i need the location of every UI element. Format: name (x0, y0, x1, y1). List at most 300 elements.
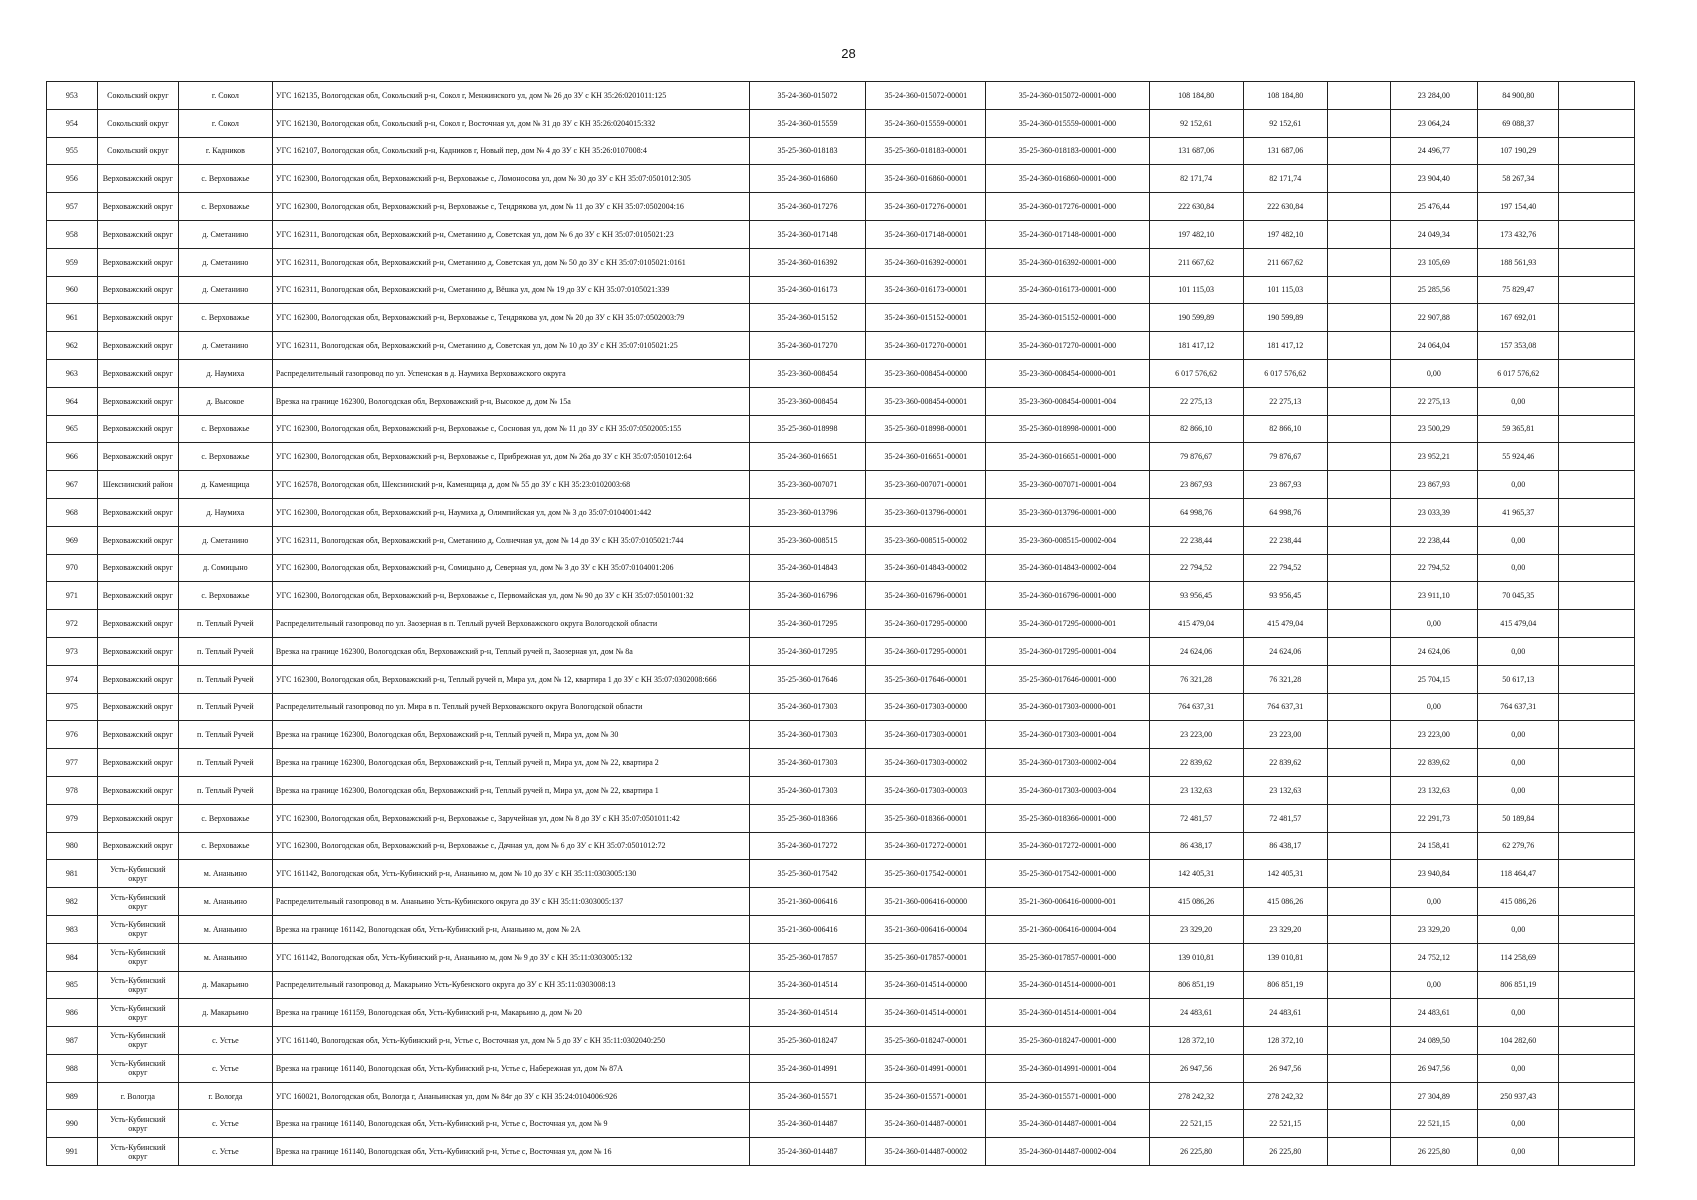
object-description-cell: Врезка на границе 161159, Вологодская обл, Усть-Кубинский р-н, Макарьино д, дом № 20 (272, 999, 749, 1027)
value-1-cell: 22 794,52 (1149, 554, 1243, 582)
district-cell: Верховажский округ (97, 387, 178, 415)
value-6-cell (1559, 610, 1635, 638)
table-row (47, 943, 1635, 971)
settlement-cell: с. Верховажье (178, 193, 272, 221)
sub-object-code-cell: 35-24-360-014487-00002 (866, 1138, 986, 1166)
object-description-cell: УГС 162300, Вологодская обл, Верховажский р-н, Верховажье с, Тендрякова ул, дом № 11 до ЗУ с КН 35:07:0502004:16 (272, 193, 749, 221)
value-2-cell: 101 115,03 (1243, 276, 1327, 304)
value-2-cell: 278 242,32 (1243, 1082, 1327, 1110)
value-4-cell: 25 704,15 (1390, 665, 1478, 693)
full-code-cell: 35-24-360-017295-00000-001 (986, 610, 1149, 638)
object-code-cell: 35-24-360-017272 (749, 832, 866, 860)
full-code-cell: 35-21-360-006416-00004-004 (986, 915, 1149, 943)
value-1-cell: 24 483,61 (1149, 999, 1243, 1027)
object-code-cell: 35-24-360-014514 (749, 971, 866, 999)
value-2-cell: 23 132,63 (1243, 776, 1327, 804)
value-2-cell: 24 483,61 (1243, 999, 1327, 1027)
table-row (47, 582, 1635, 610)
sub-object-code-cell: 35-25-360-017542-00001 (866, 860, 986, 888)
object-code-cell: 35-24-360-014991 (749, 1054, 866, 1082)
value-2-cell: 806 851,19 (1243, 971, 1327, 999)
row-number: 962 (47, 332, 98, 360)
value-6-cell (1559, 498, 1635, 526)
table-row (47, 1054, 1635, 1082)
object-code-cell: 35-24-360-017295 (749, 610, 866, 638)
object-code-cell: 35-24-360-014487 (749, 1138, 866, 1166)
value-4-cell: 26 225,80 (1390, 1138, 1478, 1166)
object-code-cell: 35-24-360-015571 (749, 1082, 866, 1110)
row-number: 988 (47, 1054, 98, 1082)
value-2-cell: 93 956,45 (1243, 582, 1327, 610)
district-cell: Сокольский округ (97, 137, 178, 165)
value-5-cell: 50 189,84 (1478, 804, 1559, 832)
row-number: 958 (47, 220, 98, 248)
value-5-cell: 0,00 (1478, 721, 1559, 749)
value-1-cell: 79 876,67 (1149, 443, 1243, 471)
full-code-cell: 35-23-360-008454-00001-004 (986, 387, 1149, 415)
value-6-cell (1559, 220, 1635, 248)
sub-object-code-cell: 35-24-360-015152-00001 (866, 304, 986, 332)
row-number: 974 (47, 665, 98, 693)
page-number: 28 (841, 46, 856, 61)
district-cell: Усть-Кубинский округ (97, 1054, 178, 1082)
object-description-cell: Врезка на границе 162300, Вологодская обл, Верховажский р-н, Теплый ручей п, Мира ул, дом № 22, квартира 2 (272, 749, 749, 777)
object-code-cell: 35-24-360-017295 (749, 637, 866, 665)
object-description-cell: УГС 162300, Вологодская обл, Верховажский р-н, Наумиха д, Олимпийская ул, дом № 3 до 35:07:0104001:442 (272, 498, 749, 526)
value-6-cell (1559, 248, 1635, 276)
value-4-cell: 23 329,20 (1390, 915, 1478, 943)
value-2-cell: 222 630,84 (1243, 193, 1327, 221)
value-4-cell: 23 064,24 (1390, 109, 1478, 137)
value-3-cell (1327, 526, 1390, 554)
value-5-cell: 107 190,29 (1478, 137, 1559, 165)
district-cell: Верховажский округ (97, 637, 178, 665)
table-row (47, 332, 1635, 360)
value-6-cell (1559, 109, 1635, 137)
value-1-cell: 806 851,19 (1149, 971, 1243, 999)
value-1-cell: 139 010,81 (1149, 943, 1243, 971)
district-cell: Верховажский округ (97, 582, 178, 610)
value-3-cell (1327, 554, 1390, 582)
value-6-cell (1559, 1027, 1635, 1055)
district-cell: Шекснинский район (97, 471, 178, 499)
settlement-cell: п. Теплый Ручей (178, 749, 272, 777)
row-number: 973 (47, 637, 98, 665)
value-2-cell: 142 405,31 (1243, 860, 1327, 888)
value-6-cell (1559, 1138, 1635, 1166)
sub-object-code-cell: 35-24-360-017303-00003 (866, 776, 986, 804)
sub-object-code-cell: 35-24-360-014991-00001 (866, 1054, 986, 1082)
full-code-cell: 35-25-360-017542-00001-000 (986, 860, 1149, 888)
value-4-cell: 24 064,04 (1390, 332, 1478, 360)
value-3-cell (1327, 498, 1390, 526)
value-2-cell: 26 225,80 (1243, 1138, 1327, 1166)
object-description-cell: Распределительный газопровод д. Макарьино Усть-Кубенского округа до ЗУ с КН 35:11:0303008:13 (272, 971, 749, 999)
row-number: 986 (47, 999, 98, 1027)
value-2-cell: 23 329,20 (1243, 915, 1327, 943)
value-6-cell (1559, 332, 1635, 360)
value-5-cell: 62 279,76 (1478, 832, 1559, 860)
value-3-cell (1327, 721, 1390, 749)
value-5-cell: 70 045,35 (1478, 582, 1559, 610)
value-3-cell (1327, 693, 1390, 721)
value-6-cell (1559, 637, 1635, 665)
value-4-cell: 24 483,61 (1390, 999, 1478, 1027)
sub-object-code-cell: 35-23-360-008454-00000 (866, 359, 986, 387)
full-code-cell: 35-25-360-018247-00001-000 (986, 1027, 1149, 1055)
object-code-cell: 35-24-360-014843 (749, 554, 866, 582)
value-5-cell: 0,00 (1478, 526, 1559, 554)
value-3-cell (1327, 637, 1390, 665)
object-code-cell: 35-24-360-016860 (749, 165, 866, 193)
value-3-cell (1327, 137, 1390, 165)
object-description-cell: Врезка на границе 162300, Вологодская обл, Верховажский р-н, Теплый ручей п, Мира ул, дом № 30 (272, 721, 749, 749)
row-number: 954 (47, 109, 98, 137)
table-row (47, 999, 1635, 1027)
value-3-cell (1327, 1027, 1390, 1055)
table-row (47, 610, 1635, 638)
value-3-cell (1327, 1054, 1390, 1082)
value-1-cell: 415 086,26 (1149, 888, 1243, 916)
value-6-cell (1559, 915, 1635, 943)
value-6-cell (1559, 554, 1635, 582)
table-row (47, 193, 1635, 221)
object-description-cell: Врезка на границе 162300, Вологодская обл, Верховажский р-н, Высокое д, дом № 15а (272, 387, 749, 415)
district-cell: Верховажский округ (97, 193, 178, 221)
value-1-cell: 86 438,17 (1149, 832, 1243, 860)
object-code-cell: 35-24-360-016796 (749, 582, 866, 610)
value-6-cell (1559, 1110, 1635, 1138)
sub-object-code-cell: 35-24-360-016173-00001 (866, 276, 986, 304)
value-2-cell: 190 599,89 (1243, 304, 1327, 332)
district-cell: Сокольский округ (97, 82, 178, 110)
table-row (47, 637, 1635, 665)
value-1-cell: 22 275,13 (1149, 387, 1243, 415)
object-code-cell: 35-24-360-016651 (749, 443, 866, 471)
sub-object-code-cell: 35-25-360-017857-00001 (866, 943, 986, 971)
district-cell: Верховажский округ (97, 610, 178, 638)
value-5-cell: 50 617,13 (1478, 665, 1559, 693)
sub-object-code-cell: 35-24-360-015571-00001 (866, 1082, 986, 1110)
value-5-cell: 104 282,60 (1478, 1027, 1559, 1055)
settlement-cell: д. Наумиха (178, 359, 272, 387)
sub-object-code-cell: 35-24-360-016651-00001 (866, 443, 986, 471)
sub-object-code-cell: 35-24-360-017303-00001 (866, 721, 986, 749)
value-4-cell: 22 521,15 (1390, 1110, 1478, 1138)
value-1-cell: 26 947,56 (1149, 1054, 1243, 1082)
district-cell: Усть-Кубинский округ (97, 915, 178, 943)
value-5-cell: 0,00 (1478, 1110, 1559, 1138)
object-code-cell: 35-24-360-017270 (749, 332, 866, 360)
row-number: 989 (47, 1082, 98, 1110)
district-cell: Усть-Кубинский округ (97, 860, 178, 888)
settlement-cell: с. Верховажье (178, 165, 272, 193)
value-3-cell (1327, 165, 1390, 193)
settlement-cell: д. Макарьино (178, 999, 272, 1027)
row-number: 963 (47, 359, 98, 387)
value-2-cell: 22 238,44 (1243, 526, 1327, 554)
value-6-cell (1559, 1082, 1635, 1110)
value-3-cell (1327, 943, 1390, 971)
value-3-cell (1327, 915, 1390, 943)
value-5-cell: 0,00 (1478, 1138, 1559, 1166)
table-row (47, 860, 1635, 888)
settlement-cell: г. Сокол (178, 82, 272, 110)
value-5-cell: 0,00 (1478, 637, 1559, 665)
table-row (47, 554, 1635, 582)
value-2-cell: 86 438,17 (1243, 832, 1327, 860)
value-2-cell: 72 481,57 (1243, 804, 1327, 832)
table-row (47, 776, 1635, 804)
value-3-cell (1327, 415, 1390, 443)
sub-object-code-cell: 35-24-360-017272-00001 (866, 832, 986, 860)
value-2-cell: 22 794,52 (1243, 554, 1327, 582)
district-cell: Верховажский округ (97, 804, 178, 832)
value-6-cell (1559, 888, 1635, 916)
table-row (47, 248, 1635, 276)
sub-object-code-cell: 35-24-360-017276-00001 (866, 193, 986, 221)
sub-object-code-cell: 35-25-360-018998-00001 (866, 415, 986, 443)
district-cell: Верховажский округ (97, 832, 178, 860)
value-3-cell (1327, 471, 1390, 499)
full-code-cell: 35-24-360-015072-00001-000 (986, 82, 1149, 110)
row-number: 982 (47, 888, 98, 916)
full-code-cell: 35-24-360-016796-00001-000 (986, 582, 1149, 610)
sub-object-code-cell: 35-24-360-016392-00001 (866, 248, 986, 276)
value-5-cell: 55 924,46 (1478, 443, 1559, 471)
row-number: 966 (47, 443, 98, 471)
row-number: 959 (47, 248, 98, 276)
value-6-cell (1559, 82, 1635, 110)
row-number: 970 (47, 554, 98, 582)
row-number: 983 (47, 915, 98, 943)
value-2-cell: 22 839,62 (1243, 749, 1327, 777)
value-6-cell (1559, 443, 1635, 471)
value-4-cell: 23 132,63 (1390, 776, 1478, 804)
sub-object-code-cell: 35-24-360-016860-00001 (866, 165, 986, 193)
full-code-cell: 35-24-360-017272-00001-000 (986, 832, 1149, 860)
value-5-cell: 415 086,26 (1478, 888, 1559, 916)
district-cell: г. Вологда (97, 1082, 178, 1110)
object-description-cell: УГС 162300, Вологодская обл, Верховажский р-н, Сомицыно д, Северная ул, дом № 3 до ЗУ с КН 35:07:0104001:206 (272, 554, 749, 582)
value-2-cell: 211 667,62 (1243, 248, 1327, 276)
row-number: 971 (47, 582, 98, 610)
value-5-cell: 0,00 (1478, 776, 1559, 804)
settlement-cell: с. Устье (178, 1054, 272, 1082)
value-2-cell: 415 086,26 (1243, 888, 1327, 916)
table-row (47, 109, 1635, 137)
value-4-cell: 23 105,69 (1390, 248, 1478, 276)
district-cell: Усть-Кубинский округ (97, 971, 178, 999)
sub-object-code-cell: 35-23-360-008515-00002 (866, 526, 986, 554)
value-1-cell: 76 321,28 (1149, 665, 1243, 693)
value-1-cell: 197 482,10 (1149, 220, 1243, 248)
object-code-cell: 35-23-360-008454 (749, 359, 866, 387)
value-1-cell: 181 417,12 (1149, 332, 1243, 360)
object-code-cell: 35-25-360-017542 (749, 860, 866, 888)
value-5-cell: 250 937,43 (1478, 1082, 1559, 1110)
table-row (47, 1138, 1635, 1166)
settlement-cell: д. Каменщица (178, 471, 272, 499)
value-6-cell (1559, 971, 1635, 999)
value-6-cell (1559, 193, 1635, 221)
settlement-cell: д. Сметанино (178, 276, 272, 304)
value-6-cell (1559, 721, 1635, 749)
value-5-cell: 806 851,19 (1478, 971, 1559, 999)
value-4-cell: 24 624,06 (1390, 637, 1478, 665)
register-table-body (47, 82, 1635, 1166)
value-1-cell: 26 225,80 (1149, 1138, 1243, 1166)
table-row (47, 693, 1635, 721)
table-row (47, 220, 1635, 248)
object-code-cell: 35-24-360-016392 (749, 248, 866, 276)
row-number: 961 (47, 304, 98, 332)
settlement-cell: г. Кадников (178, 137, 272, 165)
settlement-cell: п. Теплый Ручей (178, 693, 272, 721)
district-cell: Верховажский округ (97, 554, 178, 582)
sub-object-code-cell: 35-24-360-017270-00001 (866, 332, 986, 360)
full-code-cell: 35-24-360-015559-00001-000 (986, 109, 1149, 137)
value-1-cell: 101 115,03 (1149, 276, 1243, 304)
value-1-cell: 22 521,15 (1149, 1110, 1243, 1138)
district-cell: Верховажский округ (97, 415, 178, 443)
table-row (47, 1082, 1635, 1110)
object-description-cell: УГС 162300, Вологодская обл, Верховажский р-н, Верховажье с, Тендрякова ул, дом № 20 до ЗУ с КН 35:07:0502003:79 (272, 304, 749, 332)
table-row (47, 137, 1635, 165)
value-3-cell (1327, 888, 1390, 916)
sub-object-code-cell: 35-25-360-018247-00001 (866, 1027, 986, 1055)
table-row (47, 443, 1635, 471)
value-6-cell (1559, 415, 1635, 443)
full-code-cell: 35-24-360-017303-00000-001 (986, 693, 1149, 721)
value-1-cell: 92 152,61 (1149, 109, 1243, 137)
value-6-cell (1559, 582, 1635, 610)
district-cell: Усть-Кубинский округ (97, 999, 178, 1027)
object-code-cell: 35-24-360-016173 (749, 276, 866, 304)
object-description-cell: Врезка на границе 161140, Вологодская обл, Усть-Кубинский р-н, Устье с, Восточная ул, дом № 9 (272, 1110, 749, 1138)
district-cell: Усть-Кубинский округ (97, 1138, 178, 1166)
row-number: 979 (47, 804, 98, 832)
value-5-cell: 167 692,01 (1478, 304, 1559, 332)
value-1-cell: 128 372,10 (1149, 1027, 1243, 1055)
table-row (47, 165, 1635, 193)
district-cell: Верховажский округ (97, 526, 178, 554)
settlement-cell: с. Устье (178, 1027, 272, 1055)
table-row (47, 721, 1635, 749)
value-6-cell (1559, 776, 1635, 804)
value-5-cell: 173 432,76 (1478, 220, 1559, 248)
object-code-cell: 35-23-360-013796 (749, 498, 866, 526)
value-1-cell: 64 998,76 (1149, 498, 1243, 526)
table-row (47, 1027, 1635, 1055)
value-3-cell (1327, 220, 1390, 248)
value-2-cell: 181 417,12 (1243, 332, 1327, 360)
value-6-cell (1559, 749, 1635, 777)
district-cell: Верховажский округ (97, 693, 178, 721)
object-description-cell: Врезка на границе 162300, Вологодская обл, Верховажский р-н, Теплый ручей п, Мира ул, дом № 22, квартира 1 (272, 776, 749, 804)
table-row (47, 832, 1635, 860)
value-5-cell: 75 829,47 (1478, 276, 1559, 304)
full-code-cell: 35-24-360-015152-00001-000 (986, 304, 1149, 332)
value-1-cell: 211 667,62 (1149, 248, 1243, 276)
district-cell: Усть-Кубинский округ (97, 943, 178, 971)
table-row (47, 915, 1635, 943)
sub-object-code-cell: 35-24-360-014843-00002 (866, 554, 986, 582)
value-6-cell (1559, 387, 1635, 415)
full-code-cell: 35-25-360-018998-00001-000 (986, 415, 1149, 443)
value-2-cell: 76 321,28 (1243, 665, 1327, 693)
settlement-cell: с. Устье (178, 1110, 272, 1138)
object-description-cell: УГС 162311, Вологодская обл, Верховажский р-н, Сметанино д, Советская ул, дом № 10 до ЗУ с КН 35:07:0105021:25 (272, 332, 749, 360)
table-row (47, 304, 1635, 332)
table-row (47, 498, 1635, 526)
settlement-cell: с. Устье (178, 1138, 272, 1166)
value-3-cell (1327, 971, 1390, 999)
row-number: 985 (47, 971, 98, 999)
object-description-cell: Врезка на границе 161140, Вологодская обл, Усть-Кубинский р-н, Устье с, Набережная ул, дом № 87А (272, 1054, 749, 1082)
sub-object-code-cell: 35-23-360-008454-00001 (866, 387, 986, 415)
row-number: 978 (47, 776, 98, 804)
value-3-cell (1327, 776, 1390, 804)
sub-object-code-cell: 35-24-360-017148-00001 (866, 220, 986, 248)
object-description-cell: УГС 162311, Вологодская обл, Верховажский р-н, Сметанино д, Советская ул, дом № 50 до ЗУ с КН 35:07:0105021:0161 (272, 248, 749, 276)
row-number: 957 (47, 193, 98, 221)
settlement-cell: п. Теплый Ручей (178, 610, 272, 638)
sub-object-code-cell: 35-25-360-017646-00001 (866, 665, 986, 693)
value-4-cell: 23 904,40 (1390, 165, 1478, 193)
settlement-cell: д. Сметанино (178, 248, 272, 276)
value-3-cell (1327, 860, 1390, 888)
object-description-cell: УГС 162578, Вологодская обл, Шекснинский р-н, Каменщица д, дом № 55 до ЗУ с КН 35:23:0102003:68 (272, 471, 749, 499)
table-row (47, 471, 1635, 499)
object-code-cell: 35-25-360-018247 (749, 1027, 866, 1055)
full-code-cell: 35-24-360-016651-00001-000 (986, 443, 1149, 471)
value-2-cell: 197 482,10 (1243, 220, 1327, 248)
full-code-cell: 35-24-360-014991-00001-004 (986, 1054, 1149, 1082)
settlement-cell: д. Сомицыно (178, 554, 272, 582)
value-1-cell: 82 171,74 (1149, 165, 1243, 193)
value-1-cell: 22 839,62 (1149, 749, 1243, 777)
value-4-cell: 22 238,44 (1390, 526, 1478, 554)
row-number: 977 (47, 749, 98, 777)
table-row (47, 359, 1635, 387)
object-description-cell: УГС 160021, Вологодская обл, Вологда г, Ананьинская ул, дом № 84г до ЗУ с КН 35:24:0104006:926 (272, 1082, 749, 1110)
value-6-cell (1559, 1054, 1635, 1082)
full-code-cell: 35-24-360-017270-00001-000 (986, 332, 1149, 360)
full-code-cell: 35-24-360-017303-00001-004 (986, 721, 1149, 749)
object-code-cell: 35-24-360-017303 (749, 749, 866, 777)
value-3-cell (1327, 359, 1390, 387)
value-5-cell: 415 479,04 (1478, 610, 1559, 638)
value-2-cell: 26 947,56 (1243, 1054, 1327, 1082)
value-6-cell (1559, 276, 1635, 304)
value-2-cell: 24 624,06 (1243, 637, 1327, 665)
settlement-cell: п. Теплый Ручей (178, 665, 272, 693)
value-4-cell: 0,00 (1390, 359, 1478, 387)
sub-object-code-cell: 35-21-360-006416-00000 (866, 888, 986, 916)
row-number: 953 (47, 82, 98, 110)
object-description-cell: УГС 162311, Вологодская обл, Верховажский р-н, Сметанино д, Вёшка ул, дом № 19 до ЗУ с КН 35:07:0105021:339 (272, 276, 749, 304)
value-4-cell: 0,00 (1390, 693, 1478, 721)
value-4-cell: 23 033,39 (1390, 498, 1478, 526)
value-1-cell: 23 867,93 (1149, 471, 1243, 499)
value-4-cell: 22 275,13 (1390, 387, 1478, 415)
object-description-cell: УГС 161142, Вологодская обл, Усть-Кубинский р-н, Ананьино м, дом № 9 до ЗУ с КН 35:11:0303005:132 (272, 943, 749, 971)
value-5-cell: 59 365,81 (1478, 415, 1559, 443)
full-code-cell: 35-24-360-014487-00002-004 (986, 1138, 1149, 1166)
object-description-cell: УГС 161142, Вологодская обл, Усть-Кубинский р-н, Ананьино м, дом № 10 до ЗУ с КН 35:11:0303005:130 (272, 860, 749, 888)
value-1-cell: 23 329,20 (1149, 915, 1243, 943)
